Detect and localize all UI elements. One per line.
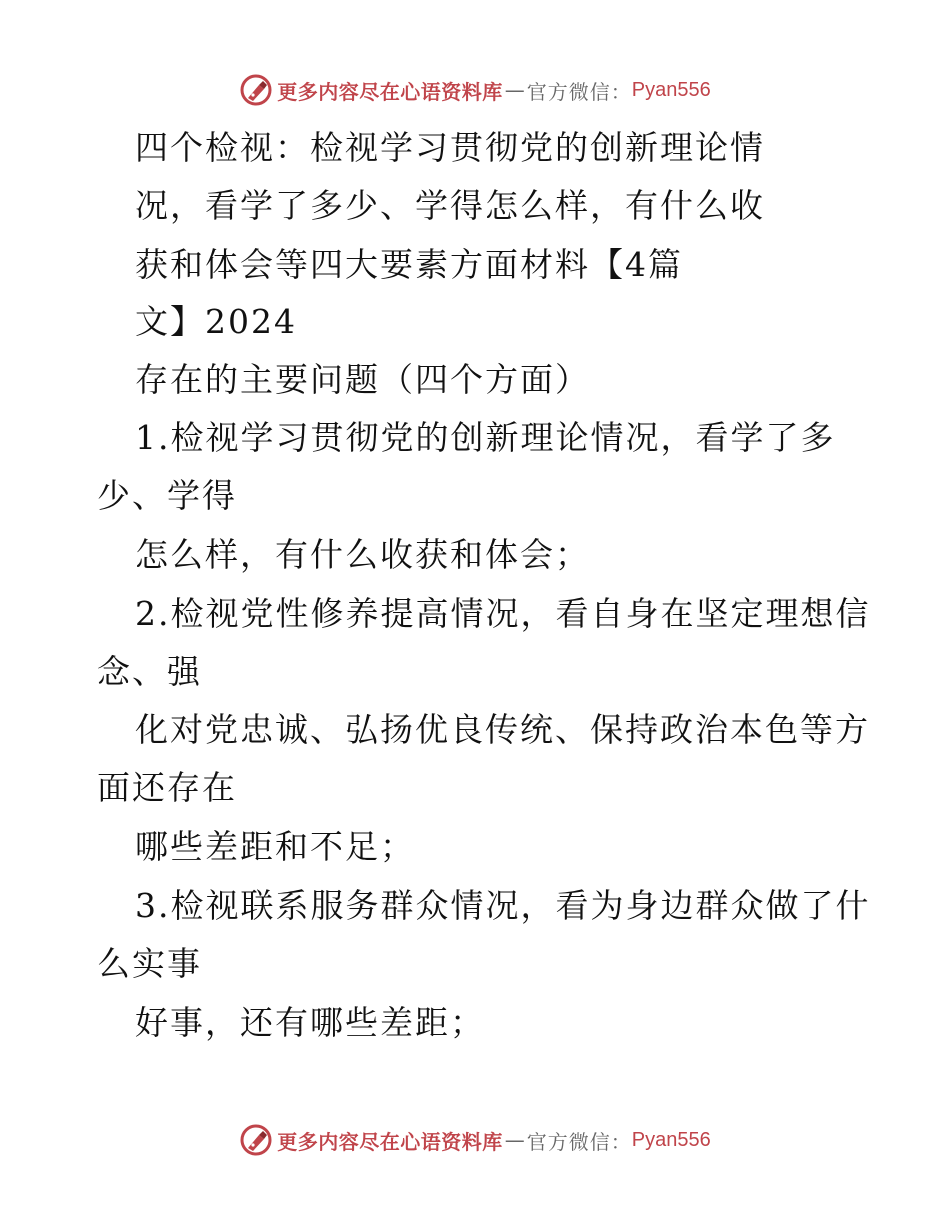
doc-body-line: 么实事 [97, 944, 202, 983]
footer-banner [0, 1120, 950, 1160]
doc-body-line: 2.检视党性修养提高情况，看自身在坚定理想信 [135, 594, 871, 633]
doc-title-line: 文】2024 [135, 302, 297, 341]
pen-nib-circle-icon [239, 73, 273, 107]
header-banner [0, 70, 950, 110]
doc-body-line: 面还存在 [97, 768, 237, 807]
doc-body-line: 哪些差距和不足； [135, 827, 415, 866]
section-heading: 存在的主要问题（四个方面） [135, 360, 590, 399]
banner-official-label: 官方微信： [526, 79, 632, 104]
doc-body-line: 少、学得 [97, 476, 237, 515]
doc-body-line: 1.检视学习贯彻党的创新理论情况，看学了多 [135, 418, 836, 457]
banner-wechat-id: Pyan556 [631, 1128, 711, 1151]
banner-wechat-id: Pyan556 [631, 78, 711, 101]
doc-body-line: 化对党忠诚、弘扬优良传统、保持政治本色等方 [135, 710, 870, 749]
doc-body-line: 怎么样，有什么收获和体会； [135, 535, 590, 574]
doc-body-line: 3.检视联系服务群众情况，看为身边群众做了什 [135, 886, 871, 925]
banner-main-text: 更多内容尽在心语资料库 [277, 79, 503, 104]
banner-official-label: 官方微信： [526, 1129, 632, 1154]
doc-body-line: 好事，还有哪些差距； [135, 1003, 485, 1042]
doc-title-line: 况，看学了多少、学得怎么样，有什么收 [135, 186, 765, 225]
pen-nib-circle-icon [239, 1123, 273, 1157]
doc-title-line: 四个检视：检视学习贯彻党的创新理论情 [135, 128, 765, 167]
doc-body-line: 念、强 [97, 652, 202, 691]
doc-title-line: 获和体会等四大要素方面材料【4篇 [135, 245, 683, 284]
banner-separator: — [504, 1128, 525, 1152]
banner-main-text: 更多内容尽在心语资料库 [277, 1129, 503, 1154]
banner-separator: — [504, 78, 525, 102]
